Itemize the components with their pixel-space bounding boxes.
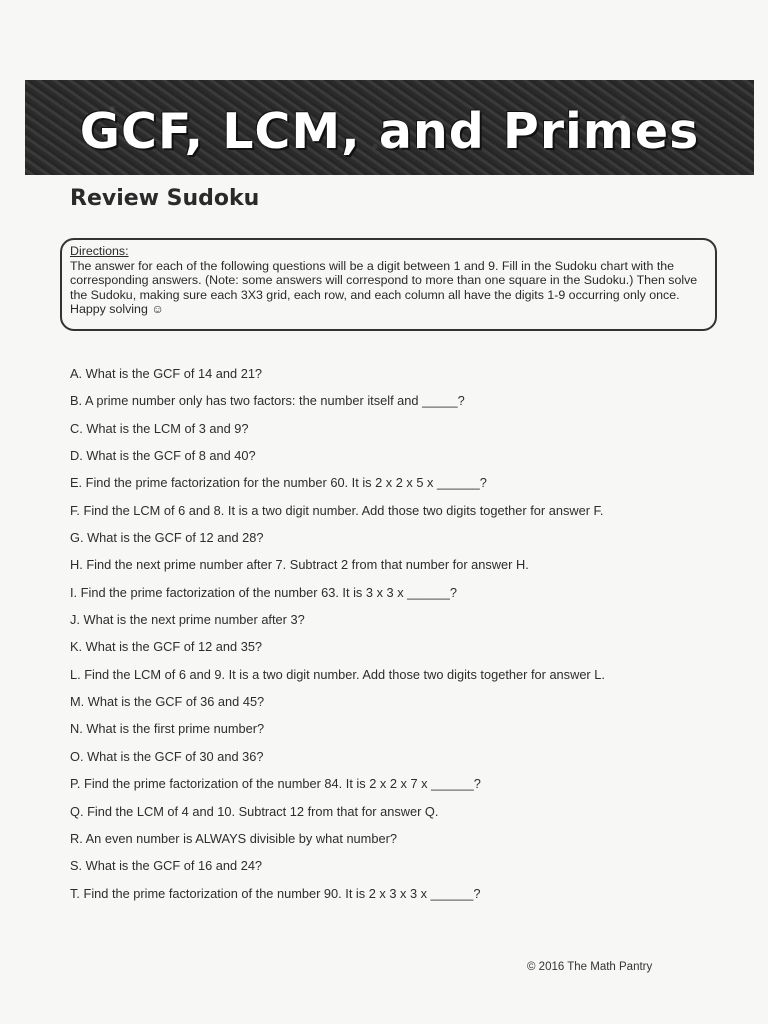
directions-heading: Directions: [70, 244, 129, 258]
question-t: T. Find the prime factorization of the number 90. It is 2 x 3 x 3 x ______? [70, 885, 481, 901]
question-h: H. Find the next prime number after 7. Subtract 2 from that number for answer H. [70, 557, 529, 573]
title-banner [25, 80, 754, 175]
question-n: N. What is the first prime number? [70, 721, 265, 737]
question-m: M. What is the GCF of 36 and 45? [70, 694, 265, 710]
question-g: G. What is the GCF of 12 and 28? [70, 530, 264, 546]
question-s: S. What is the GCF of 16 and 24? [70, 858, 263, 874]
question-l: L. Find the LCM of 6 and 9. It is a two digit number. Add those two digits together for answer L. [70, 666, 605, 682]
question-d: D. What is the GCF of 8 and 40? [70, 448, 256, 464]
question-k: K. What is the GCF of 12 and 35? [70, 639, 263, 655]
question-b: B. A prime number only has two factors: the number itself and _____? [70, 393, 465, 409]
question-r: R. An even number is ALWAYS divisible by what number? [70, 830, 397, 846]
question-o: O. What is the GCF of 30 and 36? [70, 748, 264, 764]
page-title: GCF, LCM, and Primes [79, 103, 700, 160]
question-q: Q. Find the LCM of 4 and 10. Subtract 12 from that for answer Q. [70, 803, 439, 819]
question-e: E. Find the prime factorization for the number 60. It is 2 x 2 x 5 x ______? [70, 475, 487, 491]
page-subtitle: Review Sudoku [70, 186, 260, 211]
directions-box [60, 238, 717, 331]
directions-text: The answer for each of the following questions will be a digit between 1 and 9. Fill in the Sudoku chart with the corresponding answers. (Note: some answers will correspond to more than one square in the Sudoku.) Then solve the Sudoku, making sure each 3X3 grid, each row, and each column all have the digits 1-9 occurring only once. Happy solving ☺ [70, 258, 698, 317]
question-j: J. What is the next prime number after 3? [70, 612, 305, 628]
question-c: C. What is the LCM of 3 and 9? [70, 420, 249, 436]
question-p: P. Find the prime factorization of the number 84. It is 2 x 2 x 7 x ______? [70, 776, 481, 792]
question-list [70, 364, 750, 911]
copyright-notice: © 2016 The Math Pantry [527, 961, 653, 973]
question-i: I. Find the prime factorization of the number 63. It is 3 x 3 x ______? [70, 584, 457, 600]
question-a: A. What is the GCF of 14 and 21? [70, 366, 263, 381]
question-f: F. Find the LCM of 6 and 8. It is a two digit number. Add those two digits together for answer F. [70, 502, 604, 518]
